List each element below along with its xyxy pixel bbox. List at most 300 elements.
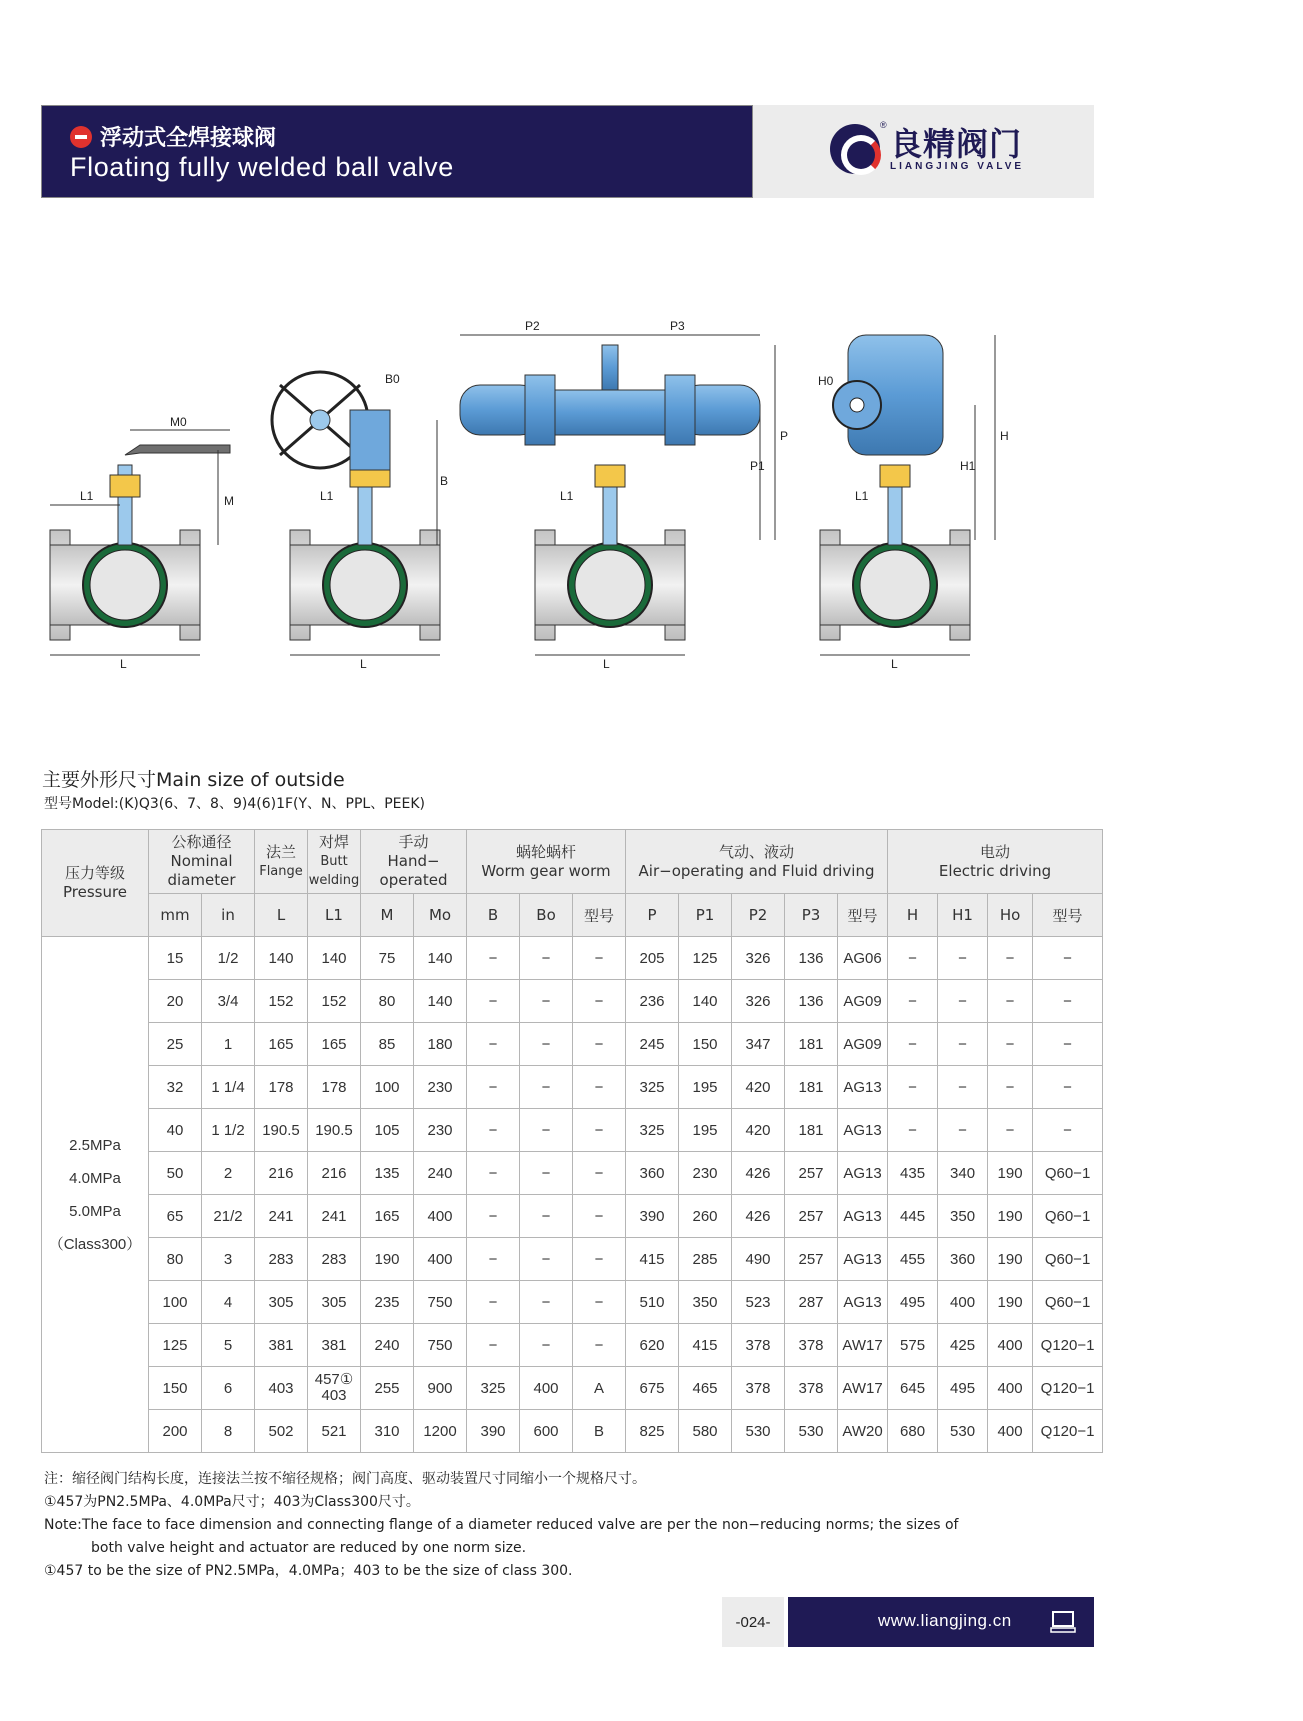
table-cell: 403: [255, 1367, 308, 1410]
table-cell: 426: [732, 1152, 785, 1195]
table-cell: 283: [255, 1238, 308, 1281]
table-cell: 2: [202, 1152, 255, 1195]
table-cell: 347: [732, 1023, 785, 1066]
table-cell: Q120−1: [1033, 1410, 1103, 1453]
header-flange: [255, 830, 308, 894]
table-cell: 325: [626, 1066, 679, 1109]
table-cell: 530: [785, 1410, 838, 1453]
table-cell: −: [520, 1238, 573, 1281]
table-cell: −: [1033, 980, 1103, 1023]
brand-logo: [830, 124, 1024, 174]
table-cell: 360: [938, 1238, 988, 1281]
table-cell: 32: [149, 1066, 202, 1109]
table-cell: −: [938, 1109, 988, 1152]
label-l1-a: L1: [80, 489, 94, 503]
table-cell: AG13: [838, 1152, 888, 1195]
table-cell: 400: [414, 1238, 467, 1281]
table-cell: 140: [308, 937, 361, 980]
table-row: [42, 1367, 1103, 1410]
subheader-cell: L: [255, 894, 308, 937]
table-cell: −: [888, 937, 938, 980]
notes: [44, 1468, 958, 1583]
table-cell: 400: [938, 1281, 988, 1324]
table-cell: 620: [626, 1324, 679, 1367]
title-zh-text: 浮动式全焊接球阀: [100, 126, 277, 151]
header-worm-zh: 蜗轮蜗杆: [516, 842, 577, 861]
table-cell: 420: [732, 1109, 785, 1152]
table-cell: B: [573, 1410, 626, 1453]
table-cell: 230: [414, 1066, 467, 1109]
table-cell: 530: [938, 1410, 988, 1453]
table-cell: −: [573, 1109, 626, 1152]
table-cell: 190.5: [308, 1109, 361, 1152]
header-worm: [467, 830, 626, 894]
table-cell: AW17: [838, 1324, 888, 1367]
label-m: M: [224, 494, 234, 508]
header-butt: [308, 830, 361, 894]
label-p: P: [780, 429, 789, 443]
table-cell: 825: [626, 1410, 679, 1453]
table-cell: Q60−1: [1033, 1238, 1103, 1281]
subheader-cell: Ho: [988, 894, 1033, 937]
table-cell: AG09: [838, 980, 888, 1023]
table-cell: −: [467, 980, 520, 1023]
table-cell: 50: [149, 1152, 202, 1195]
header-nominal-en1: Nominal: [170, 852, 233, 870]
table-cell: Q60−1: [1033, 1195, 1103, 1238]
table-row: [42, 1066, 1103, 1109]
table-cell: 400: [988, 1324, 1033, 1367]
table-cell: AG13: [838, 1109, 888, 1152]
table-cell: 305: [255, 1281, 308, 1324]
subheader-cell: mm: [149, 894, 202, 937]
subheader-cell: H1: [938, 894, 988, 937]
table-cell: 105: [361, 1109, 414, 1152]
table-cell: −: [467, 1023, 520, 1066]
table-cell: 350: [938, 1195, 988, 1238]
table-cell: 325: [626, 1109, 679, 1152]
table-cell: 1 1/2: [202, 1109, 255, 1152]
label-p2: P2: [525, 319, 540, 333]
header-pressure: [42, 830, 149, 937]
table-cell: 40: [149, 1109, 202, 1152]
table-cell: 502: [255, 1410, 308, 1453]
table-cell: 750: [414, 1324, 467, 1367]
table-cell: 195: [679, 1109, 732, 1152]
table-cell: 415: [679, 1324, 732, 1367]
table-cell: −: [520, 980, 573, 1023]
table-cell: −: [938, 1023, 988, 1066]
table-cell: −: [938, 980, 988, 1023]
table-cell: 283: [308, 1238, 361, 1281]
table-row: [42, 1195, 1103, 1238]
table-cell: 340: [938, 1152, 988, 1195]
table-cell: Q120−1: [1033, 1324, 1103, 1367]
table-cell: 400: [988, 1410, 1033, 1453]
table-cell: 136: [785, 980, 838, 1023]
table-cell: −: [520, 1324, 573, 1367]
table-cell: −: [888, 1109, 938, 1152]
header-hand-en1: Hand−: [387, 852, 440, 870]
table-cell: 241: [308, 1195, 361, 1238]
table-cell: 15: [149, 937, 202, 980]
table-cell: 4: [202, 1281, 255, 1324]
table-cell: 8: [202, 1410, 255, 1453]
table-cell: −: [988, 980, 1033, 1023]
table-cell: AG13: [838, 1281, 888, 1324]
table-cell: 400: [414, 1195, 467, 1238]
table-cell: 3: [202, 1238, 255, 1281]
table-cell: −: [520, 1281, 573, 1324]
note-line: ①457 to be the size of PN2.5MPa，4.0MPa；403 to be the size of class 300.: [44, 1563, 573, 1579]
table-cell: Q60−1: [1033, 1281, 1103, 1324]
note-line: Note:The face to face dimension and connecting flange of a diameter reduced valve are per the non−reducing norms; the sizes of: [44, 1517, 959, 1533]
table-cell: 510: [626, 1281, 679, 1324]
subheader-cell: L1: [308, 894, 361, 937]
table-cell: −: [888, 980, 938, 1023]
table-cell: 257: [785, 1238, 838, 1281]
table-cell: 420: [732, 1066, 785, 1109]
table-cell: −: [1033, 1023, 1103, 1066]
table-row: [42, 1023, 1103, 1066]
table-cell: 465: [679, 1367, 732, 1410]
table-cell: 65: [149, 1195, 202, 1238]
table-cell: 165: [255, 1023, 308, 1066]
table-cell: −: [467, 1066, 520, 1109]
valve-hand-operated: [50, 415, 234, 671]
table-cell: −: [938, 1066, 988, 1109]
header-electric: [888, 830, 1103, 894]
table-cell: −: [467, 1324, 520, 1367]
table-row: [42, 980, 1103, 1023]
page-title-zh: [70, 121, 276, 152]
table-cell: −: [467, 1238, 520, 1281]
subheader-cell: P: [626, 894, 679, 937]
table-cell: 287: [785, 1281, 838, 1324]
table-cell: −: [573, 1066, 626, 1109]
table-row: [42, 937, 1103, 980]
table-cell: 378: [732, 1324, 785, 1367]
label-l-b: L: [360, 657, 367, 671]
table-cell: 216: [308, 1152, 361, 1195]
table-cell: −: [1033, 1109, 1103, 1152]
table-cell: 190: [988, 1152, 1033, 1195]
table-cell: 190.5: [255, 1109, 308, 1152]
logo-name-en: LIANGJING VALVE: [890, 160, 1025, 172]
header-pressure-en: Pressure: [62, 883, 128, 901]
pressure-value: 2.5MPa: [69, 1136, 121, 1154]
label-l1-c: L1: [560, 489, 574, 503]
subheader-cell: 型号: [838, 894, 888, 937]
table-cell: 1200: [414, 1410, 467, 1453]
header-flange-zh: 法兰: [265, 842, 296, 861]
table-cell: 495: [938, 1367, 988, 1410]
footer-url[interactable]: www.liangjing.cn: [878, 1611, 1012, 1630]
table-cell: A: [573, 1367, 626, 1410]
header-nominal-en2: diameter: [167, 871, 236, 889]
label-l-a: L: [120, 657, 127, 671]
table-cell: AG06: [838, 937, 888, 980]
header-air-zh: 气动、液动: [719, 842, 795, 861]
table-cell: −: [1033, 1066, 1103, 1109]
valve-electric: [818, 335, 1009, 671]
computer-icon: [1050, 1610, 1076, 1634]
table-row: [42, 1324, 1103, 1367]
table-row: [42, 1238, 1103, 1281]
header-butt-en1: Butt: [320, 854, 348, 869]
table-cell: 178: [255, 1066, 308, 1109]
table-cell: 750: [414, 1281, 467, 1324]
table-cell: −: [938, 937, 988, 980]
table-cell: 425: [938, 1324, 988, 1367]
table-cell: 680: [888, 1410, 938, 1453]
table-cell: 5: [202, 1324, 255, 1367]
table-cell: 255: [361, 1367, 414, 1410]
table-cell: 457① 403: [308, 1367, 361, 1410]
label-l1-b: L1: [320, 489, 334, 503]
table-cell: −: [988, 937, 1033, 980]
label-l1-d: L1: [855, 489, 869, 503]
page-number: -024-: [722, 1597, 784, 1647]
table-cell: −: [520, 1195, 573, 1238]
header-hand-zh: 手动: [398, 833, 429, 851]
table-cell: 80: [361, 980, 414, 1023]
table-cell: −: [573, 1023, 626, 1066]
table-cell: Q60−1: [1033, 1152, 1103, 1195]
table-cell: −: [520, 1152, 573, 1195]
table-cell: 490: [732, 1238, 785, 1281]
table-row: [42, 1281, 1103, 1324]
table-cell: 245: [626, 1023, 679, 1066]
label-l-c: L: [603, 657, 610, 671]
table-cell: 180: [414, 1023, 467, 1066]
table-cell: 530: [732, 1410, 785, 1453]
subheader-cell: 型号: [573, 894, 626, 937]
header-pressure-zh: 压力等级: [64, 864, 125, 882]
table-cell: 235: [361, 1281, 414, 1324]
table-cell: 260: [679, 1195, 732, 1238]
table-cell: 181: [785, 1109, 838, 1152]
table-cell: 378: [785, 1324, 838, 1367]
table-row: [42, 1109, 1103, 1152]
table-row: [42, 1410, 1103, 1453]
table-cell: 216: [255, 1152, 308, 1195]
table-cell: 100: [149, 1281, 202, 1324]
table-cell: 190: [988, 1281, 1033, 1324]
table-cell: Q120−1: [1033, 1367, 1103, 1410]
table-cell: 415: [626, 1238, 679, 1281]
table-cell: 325: [467, 1367, 520, 1410]
table-cell: 21/2: [202, 1195, 255, 1238]
table-cell: 190: [361, 1238, 414, 1281]
pressure-cell: [42, 937, 149, 1453]
table-cell: 1 1/4: [202, 1066, 255, 1109]
label-p1: P1: [750, 459, 765, 473]
table-cell: 125: [149, 1324, 202, 1367]
table-cell: 360: [626, 1152, 679, 1195]
table-cell: 455: [888, 1238, 938, 1281]
section-title: 主要外形尺寸Main size of outside: [42, 769, 345, 791]
subheader-cell: B: [467, 894, 520, 937]
table-cell: 675: [626, 1367, 679, 1410]
pressure-value: 4.0MPa: [69, 1169, 121, 1187]
table-cell: −: [467, 1281, 520, 1324]
table-cell: −: [573, 1152, 626, 1195]
table-cell: 575: [888, 1324, 938, 1367]
note-line: 注：缩径阀门结构长度，连接法兰按不缩径规格；阀门高度、驱动装置尺寸同缩小一个规格尺寸。: [44, 1471, 646, 1487]
table-cell: 140: [414, 980, 467, 1023]
table-cell: 1/2: [202, 937, 255, 980]
table-row: [42, 1152, 1103, 1195]
table-cell: −: [573, 1324, 626, 1367]
table-cell: 165: [361, 1195, 414, 1238]
label-m0: M0: [170, 415, 187, 429]
pressure-value: （Class300）: [48, 1235, 142, 1253]
table-cell: AG13: [838, 1066, 888, 1109]
table-cell: 495: [888, 1281, 938, 1324]
subheader-row: [42, 894, 1103, 937]
table-cell: 381: [255, 1324, 308, 1367]
note-line: ①457为PN2.5MPa、4.0MPa尺寸；403为Class300尺寸。: [44, 1494, 420, 1510]
table-cell: 190: [988, 1195, 1033, 1238]
page-title-en: Floating fully welded ball valve: [70, 152, 454, 182]
header-butt-zh: 对焊: [318, 833, 349, 851]
table-cell: −: [988, 1023, 1033, 1066]
subheader-cell: P1: [679, 894, 732, 937]
label-p3: P3: [670, 319, 685, 333]
header-elec-en: Electric driving: [938, 861, 1052, 880]
valve-worm-gear: [272, 372, 448, 671]
table-cell: 205: [626, 937, 679, 980]
table-cell: 580: [679, 1410, 732, 1453]
table-cell: 378: [732, 1367, 785, 1410]
table-cell: 181: [785, 1066, 838, 1109]
table-cell: 152: [308, 980, 361, 1023]
table-cell: 85: [361, 1023, 414, 1066]
header-hand: [361, 830, 467, 894]
registered-mark: ®: [880, 120, 887, 130]
model-line: 型号Model:(K)Q3(6、7、8、9)4(6)1F(Y、N、PPL、PEEK): [44, 796, 425, 812]
table-cell: AG09: [838, 1023, 888, 1066]
table-cell: 200: [149, 1410, 202, 1453]
table-cell: 150: [149, 1367, 202, 1410]
table-cell: 285: [679, 1238, 732, 1281]
label-h1: H1: [960, 459, 976, 473]
table-cell: 135: [361, 1152, 414, 1195]
table-cell: 257: [785, 1152, 838, 1195]
table-cell: 125: [679, 937, 732, 980]
table-cell: −: [573, 1281, 626, 1324]
label-l-d: L: [891, 657, 898, 671]
subheader-cell: P3: [785, 894, 838, 937]
subheader-cell: P2: [732, 894, 785, 937]
table-cell: 241: [255, 1195, 308, 1238]
table-cell: 326: [732, 937, 785, 980]
valve-drawings: [40, 319, 1100, 685]
table-cell: AW17: [838, 1367, 888, 1410]
table-cell: 435: [888, 1152, 938, 1195]
header-elec-zh: 电动: [980, 842, 1011, 861]
table-cell: 3/4: [202, 980, 255, 1023]
table-cell: −: [573, 937, 626, 980]
table-cell: 521: [308, 1410, 361, 1453]
table-cell: −: [888, 1066, 938, 1109]
table-cell: −: [467, 1109, 520, 1152]
spec-table: [41, 829, 1103, 1453]
table-cell: −: [988, 1109, 1033, 1152]
table-cell: 136: [785, 937, 838, 980]
table-cell: −: [467, 1195, 520, 1238]
table-cell: −: [573, 1238, 626, 1281]
subheader-cell: 型号: [1033, 894, 1103, 937]
table-cell: 140: [255, 937, 308, 980]
header-nominal: [149, 830, 255, 894]
subheader-cell: Mo: [414, 894, 467, 937]
logo-mark-icon: [830, 124, 880, 174]
table-cell: −: [1033, 937, 1103, 980]
table-cell: 152: [255, 980, 308, 1023]
table-cell: 381: [308, 1324, 361, 1367]
table-cell: 310: [361, 1410, 414, 1453]
table-cell: 25: [149, 1023, 202, 1066]
header-worm-en: Worm gear worm: [481, 861, 611, 880]
table-cell: −: [520, 1109, 573, 1152]
table-cell: 523: [732, 1281, 785, 1324]
arrow-icon: [70, 126, 92, 148]
table-cell: 80: [149, 1238, 202, 1281]
table-cell: 400: [988, 1367, 1033, 1410]
table-cell: −: [573, 980, 626, 1023]
table-cell: −: [888, 1023, 938, 1066]
table-cell: AG13: [838, 1195, 888, 1238]
table-cell: 140: [414, 937, 467, 980]
table-cell: 195: [679, 1066, 732, 1109]
table-cell: 426: [732, 1195, 785, 1238]
header-nominal-zh: 公称通径: [171, 833, 232, 851]
table-cell: 190: [988, 1238, 1033, 1281]
header-butt-en2: welding: [308, 873, 360, 888]
table-cell: 390: [626, 1195, 679, 1238]
table-cell: 645: [888, 1367, 938, 1410]
subheader-cell: in: [202, 894, 255, 937]
table-cell: −: [520, 1066, 573, 1109]
subheader-cell: Bo: [520, 894, 573, 937]
table-cell: −: [467, 937, 520, 980]
table-cell: 20: [149, 980, 202, 1023]
table-cell: 6: [202, 1367, 255, 1410]
table-cell: 378: [785, 1367, 838, 1410]
table-cell: 900: [414, 1367, 467, 1410]
table-cell: 400: [520, 1367, 573, 1410]
table-cell: 305: [308, 1281, 361, 1324]
table-cell: 100: [361, 1066, 414, 1109]
table-cell: 75: [361, 937, 414, 980]
label-b: B: [440, 474, 449, 488]
header-air: [626, 830, 888, 894]
pressure-value: 5.0MPa: [69, 1202, 121, 1220]
valve-pneumatic: [460, 319, 788, 671]
table-cell: 230: [414, 1109, 467, 1152]
table-cell: 1: [202, 1023, 255, 1066]
table-cell: 600: [520, 1410, 573, 1453]
table-cell: 326: [732, 980, 785, 1023]
table-cell: −: [988, 1066, 1033, 1109]
table-cell: −: [520, 1023, 573, 1066]
table-cell: 178: [308, 1066, 361, 1109]
table-cell: 236: [626, 980, 679, 1023]
table-cell: 350: [679, 1281, 732, 1324]
note-line: both valve height and actuator are reduced by one norm size.: [91, 1540, 527, 1556]
